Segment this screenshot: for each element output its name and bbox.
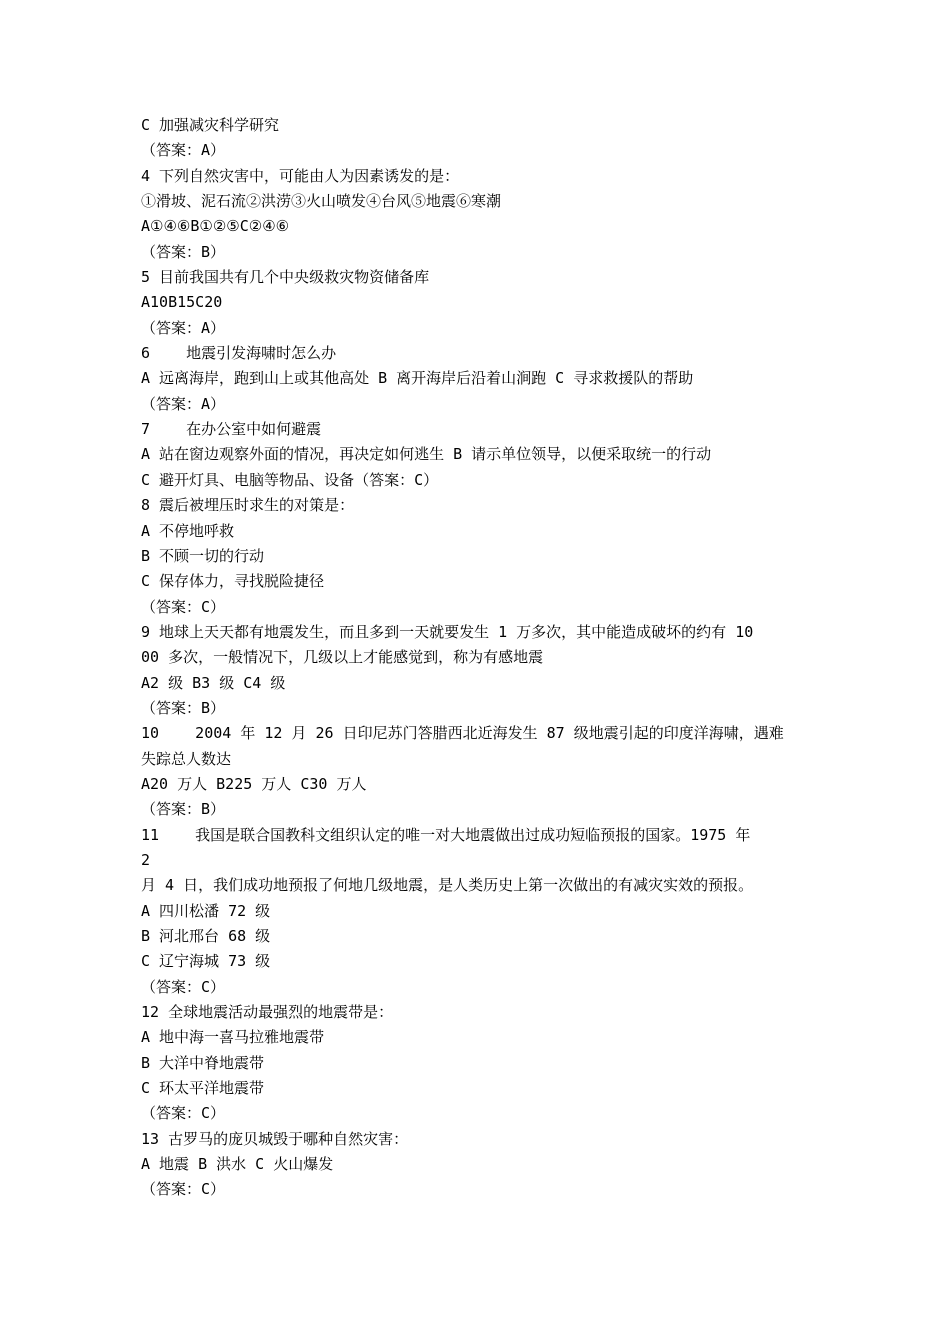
text-line: （答案：A） (141, 394, 226, 413)
text-line: A 四川松潘 72 级 (141, 901, 271, 920)
text-line: A10B15C20 (141, 293, 223, 312)
text-line: A20 万人 B225 万人 C30 万人 (141, 774, 367, 793)
text-line: 8 震后被埋压时求生的对策是： (141, 496, 355, 515)
text-line: 13 古罗马的庞贝城毁于哪种自然灾害： (141, 1129, 409, 1148)
text-line: （答案：C） (141, 597, 226, 616)
text-line: A①④⑥B①②⑤C②④⑥ (141, 217, 290, 236)
text-line: C 加强减灾科学研究 (141, 116, 280, 134)
text-line: B 大洋中脊地震带 (141, 1053, 265, 1072)
text-line: （答案：B） (141, 698, 226, 717)
text-line: （答案：C） (141, 1104, 226, 1123)
text-line: （答案：A） (141, 141, 226, 160)
text-line: （答案：B） (141, 800, 226, 819)
text-line: A 远离海岸，跑到山上或其他高处 B 离开海岸后沿着山涧跑 C 寻求救援队的帮助 (141, 369, 694, 388)
text-line: A2 级 B3 级 C4 级 (141, 673, 286, 692)
text-line: （答案：C） (141, 977, 226, 996)
text-line: ①滑坡、泥石流②洪涝③火山喷发④台风⑤地震⑥寒潮 (141, 192, 502, 211)
text-line: B 河北邢台 68 级 (141, 927, 271, 945)
text-line: A 地震 B 洪水 C 火山爆发 (141, 1155, 334, 1174)
text-line: （答案：C） (141, 1180, 226, 1199)
document-page (141, 113, 841, 1203)
text-line: 失踪总人数达 (141, 749, 232, 768)
text-line: 2 (141, 850, 151, 869)
text-line: （答案：B） (141, 242, 226, 261)
text-line: C 辽宁海城 73 级 (141, 952, 271, 971)
text-line: 9 地球上天天都有地震发生，而且多到一天就要发生 1 万多次，其中能造成破坏的约有 10 (141, 622, 754, 641)
text-line: A 不停地呼救 (141, 521, 235, 540)
text-line: （答案：A） (141, 318, 226, 337)
text-line: 00 多次，一般情况下，几级以上才能感觉到，称为有感地震 (141, 648, 544, 667)
text-line: 6 地震引发海啸时怎么办 (141, 344, 337, 363)
text-line: B 不顾一切的行动 (141, 546, 265, 565)
text-line: 11 我国是联合国教科文组织认定的唯一对大地震做出过成功短临预报的国家。1975 年 (141, 825, 751, 844)
text-line: A 站在窗边观察外面的情况，再决定如何逃生 B 请示单位领导，以便采取统一的行动 (141, 445, 712, 464)
text-line: 10 2004 年 12 月 26 日印尼苏门答腊西北近海发生 87 级地震引起的印度洋海啸，遇难 (141, 724, 784, 743)
text-line: 5 目前我国共有几个中央级救灾物资储备库 (141, 268, 430, 287)
text-line: C 环太平洋地震带 (141, 1079, 265, 1098)
text-line: 月 4 日，我们成功地预报了何地几级地震，是人类历史上第一次做出的有减灾实效的预报。 (141, 876, 754, 895)
text-line: 12 全球地震活动最强烈的地震带是： (141, 1003, 394, 1022)
text-line: C 避开灯具、电脑等物品、设备（答案：C） (141, 470, 439, 489)
text-line: A 地中海一喜马拉雅地震带 (141, 1028, 325, 1047)
text-line: 7 在办公室中如何避震 (141, 420, 322, 439)
text-line: 4 下列自然灾害中，可能由人为因素诱发的是： (141, 166, 460, 185)
text-line: C 保存体力，寻找脱险捷径 (141, 572, 325, 591)
